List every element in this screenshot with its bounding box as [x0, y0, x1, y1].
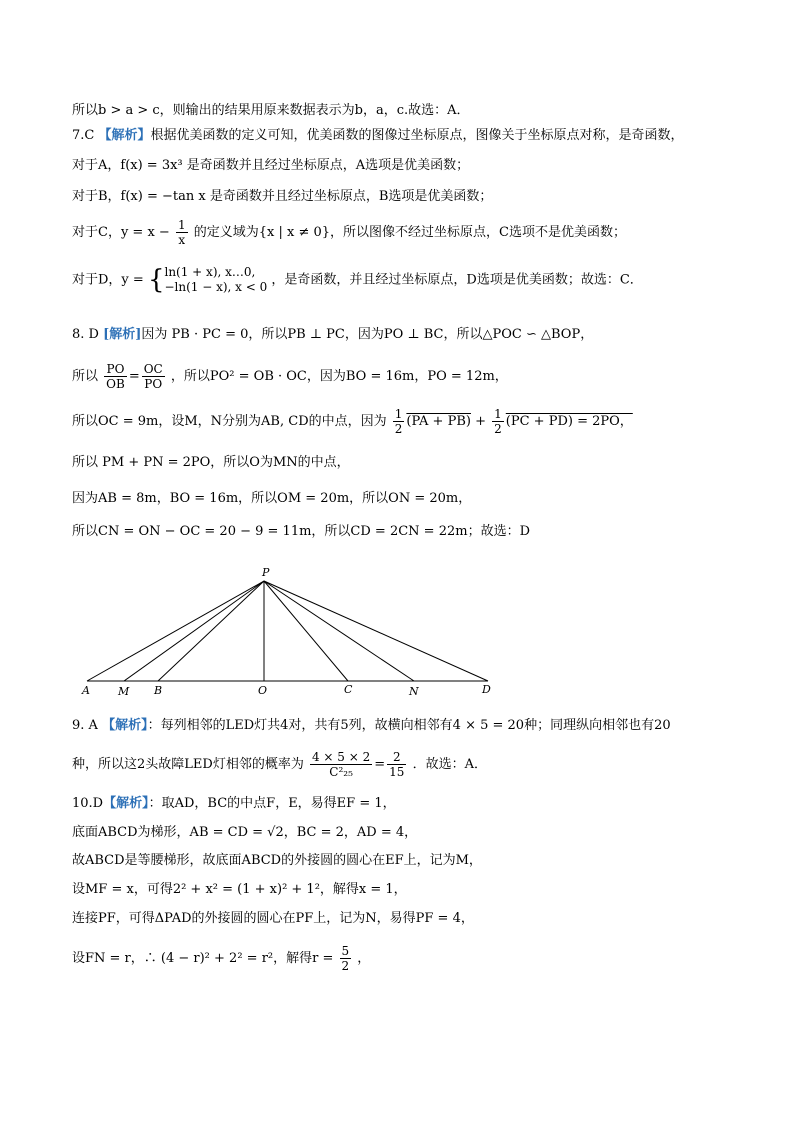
q7-option-d [72, 265, 643, 295]
q10-line-4: 设MF = x，可得2² + x² = (1 + x)² + 1²，解得x = 1， [72, 882, 407, 897]
segment-pm [124, 581, 264, 681]
q10-line-5: 连接PF，可得ΔPAD的外接圆的圆心在PF上，记为N，易得PF = 4， [72, 911, 474, 926]
q9-result-fraction: $\frac{2}{15}$ [389, 750, 405, 779]
q8-line-2: 所以 $\frac{PO}{OB}$ = $\frac{OC}{PO}$ ，所以PO² = OB · OC，因为BO = 16m，PO = 12m， [72, 362, 508, 391]
q8-line-3: 所以OC = 9m，设M，N分别为AB, CD的中点，因为 $\frac{1}{2}$ (PA + PB) + $\frac{1}{2}$ (PC + PD) = 2PO， [72, 407, 633, 436]
q8-half-2: $\frac{1}{2}$ [494, 407, 502, 436]
point-label-p: P [262, 566, 270, 579]
q10-number: 10.D [72, 796, 104, 811]
q9-probability-fraction: $\frac{4 \times 5 \times 2}{\text{C²₂₅}}$ [311, 750, 371, 779]
q8-half-1: $\frac{1}{2}$ [394, 407, 403, 436]
segment-pd [264, 581, 488, 681]
segment-pn [264, 581, 414, 681]
q10-line-6: 设FN = r，∴ (4 − r)² + 2² = r²，解得r = $\frac{5}{2}$ ， [72, 944, 371, 973]
q9-number: 9. A [72, 718, 98, 733]
segment-pc [264, 581, 348, 681]
q7-option-a: 对于A，f(x) = 3x³ 是奇函数并且经过坐标原点，A选项是优美函数； [72, 158, 470, 173]
segment-pb [158, 581, 264, 681]
q7-c-fraction: $\frac{1}{x}$ [177, 218, 186, 247]
q7-d-pre: 对于D，y = [72, 272, 144, 288]
q7-analysis-tag: 【解析】 [98, 128, 151, 143]
q10-text: ：取AD，BC的中点F，E，易得EF = 1， [148, 796, 396, 811]
point-label-m: M [118, 685, 130, 698]
q10-line-2: 底面ABCD为梯形，AB = CD = √2，BC = 2，AD = 4， [72, 825, 418, 840]
q8-analysis-tag: [解析] [103, 327, 142, 342]
point-label-a: A [82, 684, 90, 697]
q7-c-pre: 对于C，y = x − [72, 225, 170, 240]
point-label-n: N [409, 685, 419, 698]
q9-header [72, 718, 671, 734]
q7-d-post: ，是奇函数，并且经过坐标原点，D选项是优美函数；故选：C． [271, 272, 643, 288]
q10-line-3: 故ABCD是等腰梯形，故底面ABCD的外接圆的圆心在EF上，记为M， [72, 853, 482, 868]
q8-line-5: 因为AB = 8m，BO = 16m，所以OM = 20m，所以ON = 20m， [72, 491, 472, 506]
brace-symbol: { [147, 265, 165, 295]
q8-fraction-po-ob: $\frac{PO}{OB}$ [106, 362, 125, 391]
q8-fraction-oc-po: $\frac{OC}{PO}$ [143, 362, 163, 391]
segment-pa [87, 581, 264, 681]
q10-r-fraction: $\frac{5}{2}$ [341, 944, 350, 973]
q8-text: 因为 PB · PC = 0，所以PB ⊥ PC，因为PO ⊥ BC，所以△POC ∽ △BOP， [141, 327, 594, 342]
q8-header [72, 327, 593, 343]
q9-analysis-tag: 【解析】 [102, 718, 148, 733]
q8-number: 8. D [72, 327, 99, 342]
q8-line-4: 所以 PM + PN = 2PO，所以O为MN的中点， [72, 455, 350, 470]
line-conclusion-q6: 所以b > a > c，则输出的结果用原来数据表示为b，a，c.故选：A． [72, 103, 470, 118]
q7-text: 根据优美函数的定义可知，优美函数的图像过坐标原点，图像关于坐标原点对称，是奇函数， [150, 128, 684, 143]
point-label-c: C [344, 683, 353, 696]
point-label-d: D [482, 683, 491, 696]
q7-header [72, 128, 684, 144]
q10-analysis-tag: 【解析】 [103, 796, 149, 811]
q9-text: ：每列相邻的LED灯共4对，共有5列，故横向相邻有4 × 5 = 20种；同理纵向相邻也有20 [147, 718, 671, 733]
q7-number: 7.C [72, 128, 95, 143]
point-label-o: O [258, 684, 268, 697]
q8-line-6: 所以CN = ON − OC = 20 − 9 = 11m，所以CD = 2CN = 22m；故选：D [72, 524, 530, 539]
geometry-figure [0, 563, 794, 703]
q10-header [72, 796, 396, 812]
q9-line-2: 种，所以这2头故障LED灯相邻的概率为 $\frac{4 \times 5 \times 2}{\text{C²₂₅}}$ = $\frac{2}{15}$ ．故选：A． [72, 750, 487, 779]
q7-c-post: 的定义域为{x | x ≠ 0}，所以图像不经过坐标原点，C选项不是优美函数； [193, 225, 626, 240]
q7-d-cases: ln(1 + x), x…0, −ln(1 − x), x < 0 [164, 265, 268, 294]
point-label-b: B [154, 684, 163, 697]
q7-option-c [72, 218, 626, 247]
q7-option-b: 对于B，f(x) = −tan x 是奇函数并且经过坐标原点，B选项是优美函数； [72, 189, 493, 204]
